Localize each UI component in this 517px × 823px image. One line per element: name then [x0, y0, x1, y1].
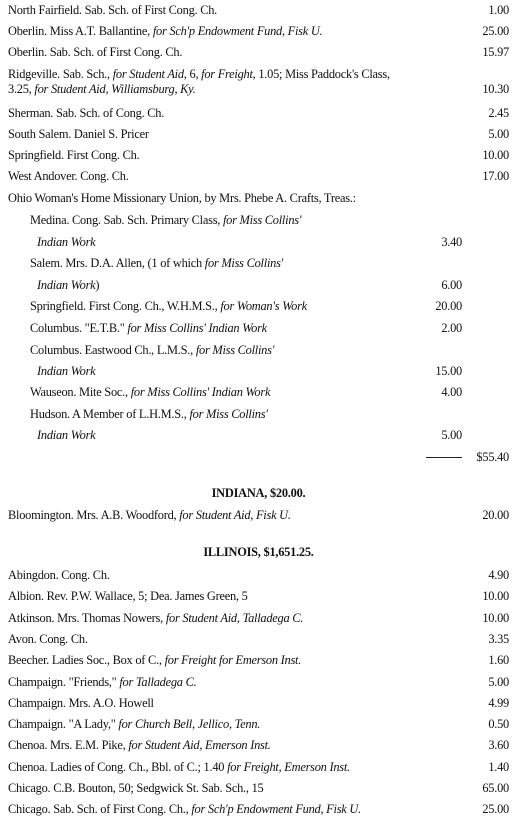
subtotal-rule — [426, 457, 462, 458]
entry-description: 3.25, for Student Aid, Williamsburg, Ky. — [8, 82, 196, 96]
entry-description: Champaign. "Friends," for Talladega C. — [8, 674, 197, 689]
entry-amount: 20.00 — [482, 508, 509, 522]
entry-description: North Fairfield. Sab. Sch. of First Cong. Ch. — [8, 3, 218, 17]
entry-description: Indian Work — [37, 364, 96, 378]
entry-amount: 65.00 — [482, 781, 509, 795]
entry-amount: 5.00 — [488, 127, 509, 141]
entry-description: Chicago. Sab. Sch. of First Cong. Ch., for Sch'p Endowment Fund, Fisk U. — [8, 802, 361, 817]
entry-description: Atkinson. Mrs. Thomas Nowers, for Student Aid, Talladega C. — [8, 610, 304, 625]
entry-amount: 10.30 — [482, 82, 509, 96]
entry-description: Springfield. First Cong. Ch., W.H.M.S., for Woman's Work — [30, 299, 307, 313]
entry-description: Columbus. "E.T.B." for Miss Collins' Indian Work — [30, 321, 267, 335]
entry-amount: 25.00 — [482, 24, 509, 38]
entry-amount: 10.00 — [482, 610, 509, 625]
entry-amount: 1.00 — [488, 3, 509, 17]
entry-description: Albion. Rev. P.W. Wallace, 5; Dea. James Green, 5 — [8, 589, 248, 604]
entry-description: Beecher. Ladies Soc., Box of C., for Freight for Emerson Inst. — [8, 653, 302, 668]
entry-description: Medina. Cong. Sab. Sch. Primary Class, for Miss Collins' — [30, 213, 302, 227]
entry-amount: 10.00 — [482, 148, 509, 162]
entry-description: Oberlin. Sab. Sch. of First Cong. Ch. — [8, 45, 183, 59]
entry-amount: 2.45 — [488, 106, 509, 120]
entry-description: Salem. Mrs. D.A. Allen, (1 of which for Miss Collins' — [30, 256, 284, 270]
entry-description: Wauseon. Mite Soc., for Miss Collins' Indian Work — [30, 385, 271, 399]
entry-amount: 10.00 — [482, 589, 509, 604]
state-heading-indiana: INDIANA, $20.00. — [211, 486, 306, 500]
entry-description: Indian Work — [37, 235, 96, 249]
entry-description: Indian Work) — [37, 278, 100, 292]
entry-amount: 25.00 — [482, 802, 509, 817]
entry-amount: 3.40 — [441, 235, 462, 249]
entry-description: Springfield. First Cong. Ch. — [8, 148, 140, 162]
entry-description: Bloomington. Mrs. A.B. Woodford, for Student Aid, Fisk U. — [8, 508, 291, 522]
entry-description: Columbus. Eastwood Ch., L.M.S., for Miss Collins' — [30, 343, 275, 357]
entry-description: Abingdon. Cong. Ch. — [8, 568, 110, 582]
entry-amount: 3.60 — [488, 738, 509, 753]
entry-description: Chicago. C.B. Bouton, 50; Sedgwick St. Sab. Sch., 15 — [8, 781, 264, 795]
entry-amount: 15.00 — [435, 364, 462, 378]
entry-description: Oberlin. Miss A.T. Ballantine, for Sch'p Endowment Fund, Fisk U. — [8, 24, 323, 38]
entry-description: Chenoa. Ladies of Cong. Ch., Bbl. of C.; 1.40 for Freight, Emerson Inst. — [8, 759, 350, 774]
entry-description: Avon. Cong. Ch. — [8, 631, 88, 646]
union-total: $55.40 — [476, 450, 509, 464]
entry-description: Champaign. "A Lady," for Church Bell, Jellico, Tenn. — [8, 717, 261, 732]
entry-amount: 1.40 — [488, 759, 509, 774]
entry-amount: 4.90 — [488, 568, 509, 582]
entry-amount: 17.00 — [482, 169, 509, 183]
entry-amount: 1.60 — [488, 653, 509, 668]
entry-description: Champaign. Mrs. A.O. Howell — [8, 695, 154, 710]
entry-amount: 6.00 — [441, 278, 462, 292]
state-heading-illinois: ILLINOIS, $1,651.25. — [203, 545, 314, 559]
entry-description: Chenoa. Mrs. E.M. Pike, for Student Aid, Emerson Inst. — [8, 738, 271, 753]
entry-description: Ohio Woman's Home Missionary Union, by Mrs. Phebe A. Crafts, Treas.: — [8, 191, 356, 205]
entry-amount: 5.00 — [441, 428, 462, 442]
entry-amount: 15.97 — [482, 45, 509, 59]
entry-description: West Andover. Cong. Ch. — [8, 169, 129, 183]
entry-amount: 2.00 — [441, 321, 462, 335]
entry-amount: 4.00 — [441, 385, 462, 399]
entry-amount: 0.50 — [488, 717, 509, 732]
entry-amount: 5.00 — [488, 674, 509, 689]
entry-amount: 4.99 — [488, 695, 509, 710]
entry-amount: 20.00 — [435, 299, 462, 313]
entry-description: Ridgeville. Sab. Sch., for Student Aid, 6, for Freight, 1.05; Miss Paddock's Class, — [8, 67, 390, 81]
entry-description: South Salem. Daniel S. Pricer — [8, 127, 149, 141]
entry-description: Hudson. A Member of L.H.M.S., for Miss Collins' — [30, 407, 268, 421]
entry-amount: 3.35 — [488, 631, 509, 646]
entry-description: Indian Work — [37, 428, 96, 442]
entry-description: Sherman. Sab. Sch. of Cong. Ch. — [8, 106, 165, 120]
